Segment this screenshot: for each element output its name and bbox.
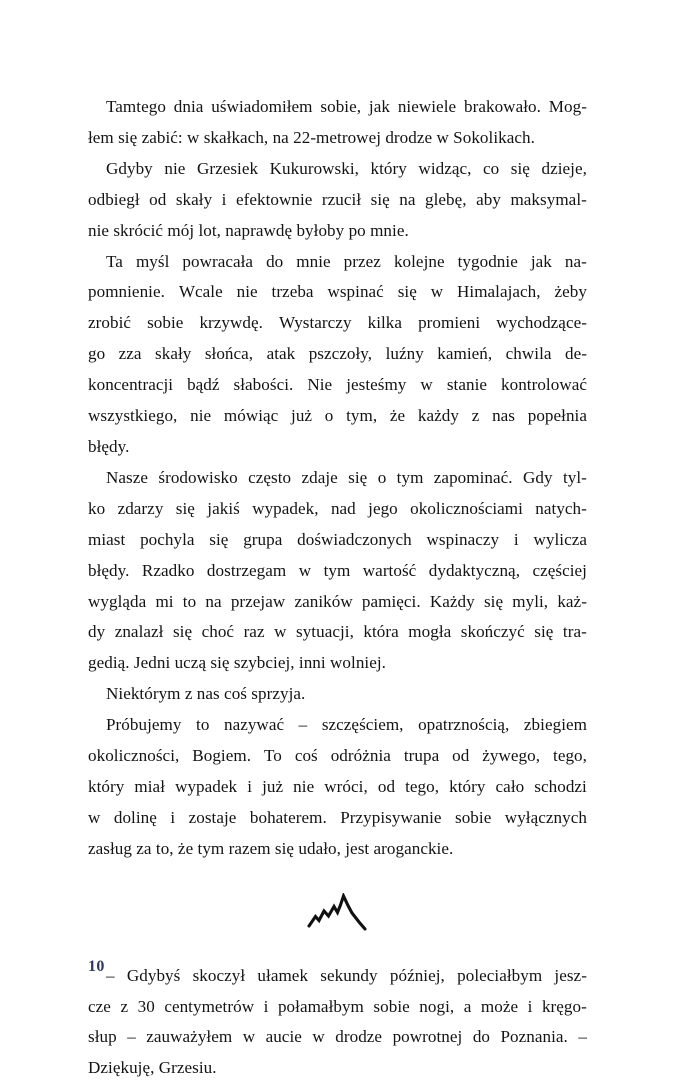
paragraph bbox=[88, 247, 587, 463]
page-number: 10 bbox=[88, 958, 105, 975]
text-line: Niektórym z nas coś sprzyja. bbox=[106, 684, 306, 704]
text-line: Próbujemy to nazywać – szczęściem, opatrznością, zbiegiem bbox=[106, 715, 587, 735]
text-line: błędy. bbox=[88, 436, 130, 456]
paragraph bbox=[88, 463, 587, 679]
text-line: cze z 30 centymetrów i połamałbym sobie nogi, a może i kręgo- bbox=[88, 996, 587, 1016]
text-line: go zza skały słońca, atak pszczoły, luźny kamień, chwila de- bbox=[88, 344, 587, 364]
text-line: koncentracji bądź słabości. Nie jesteśmy w stanie kontrolować bbox=[88, 375, 587, 395]
text-line: ko zdarzy się jakiś wypadek, nad jego okolicznościami natych- bbox=[88, 498, 587, 518]
text-line: miast pochyla się grupa doświadczonych wspinaczy i wylicza bbox=[88, 529, 587, 549]
text-line: pomnienie. Wcale nie trzeba wspinać się w Himalajach, żeby bbox=[88, 282, 587, 302]
text-line: okoliczności, Bogiem. To coś odróżnia trupa od żywego, tego, bbox=[88, 746, 587, 766]
paragraph bbox=[88, 710, 587, 865]
text-line: nie skrócić mój lot, naprawdę byłoby po mnie. bbox=[88, 220, 409, 240]
text-line: Gdyby nie Grzesiek Kukurowski, który widząc, co się dzieje, bbox=[106, 158, 587, 178]
paragraph bbox=[88, 961, 587, 1084]
text-line: w dolinę i zostaje bohaterem. Przypisywanie sobie wyłącznych bbox=[88, 807, 587, 827]
text-line: gedią. Jedni uczą się szybciej, inni wolniej. bbox=[88, 653, 386, 673]
text-line: łem się zabić: w skałkach, na 22-metrowej drodze w Sokolikach. bbox=[88, 127, 535, 147]
text-line: zrobić sobie krzywdę. Wystarczy kilka promieni wychodzące- bbox=[88, 313, 587, 333]
ornament-wrapper bbox=[88, 893, 587, 931]
text-line: wszystkiego, nie mówiąc już o tym, że każdy z nas popełnia bbox=[88, 406, 587, 426]
text-line: Dziękuję, Grzesiu. bbox=[88, 1058, 217, 1078]
text-line: słup – zauważyłem w aucie w drodze powrotnej do Poznania. – bbox=[88, 1027, 587, 1047]
mountain-peak-ornament bbox=[88, 865, 587, 961]
text-line: Ta myśl powracała do mnie przez kolejne tygodnie jak na- bbox=[106, 251, 587, 271]
mountain-icon bbox=[307, 893, 369, 931]
text-line: Nasze środowisko często zdaje się o tym zapominać. Gdy tyl- bbox=[106, 467, 587, 487]
text-line: – Gdybyś skoczył ułamek sekundy później, poleciałbym jesz- bbox=[106, 965, 587, 985]
text-line: dy znalazł się choć raz w sytuacji, która mogła skończyć się tra- bbox=[88, 622, 587, 642]
body-text-column bbox=[88, 92, 587, 1084]
paragraph bbox=[88, 154, 587, 247]
text-line: Tamtego dnia uświadomiłem sobie, jak niewiele brakowało. Mog- bbox=[106, 97, 587, 116]
text-line: błędy. Rzadko dostrzegam w tym wartość dydaktyczną, częściej bbox=[88, 560, 587, 580]
text-line: odbiegł od skały i efektownie rzucił się na glebę, aby maksymal- bbox=[88, 189, 587, 209]
paragraph bbox=[88, 679, 587, 710]
text-line: zasług za to, że tym razem się udało, jest aroganckie. bbox=[88, 838, 454, 858]
text-line: który miał wypadek i już nie wróci, od tego, który cało schodzi bbox=[88, 776, 587, 796]
paragraph bbox=[88, 92, 587, 154]
text-line: wygląda mi to na przejaw zaników pamięci. Każdy się myli, każ- bbox=[88, 591, 587, 611]
